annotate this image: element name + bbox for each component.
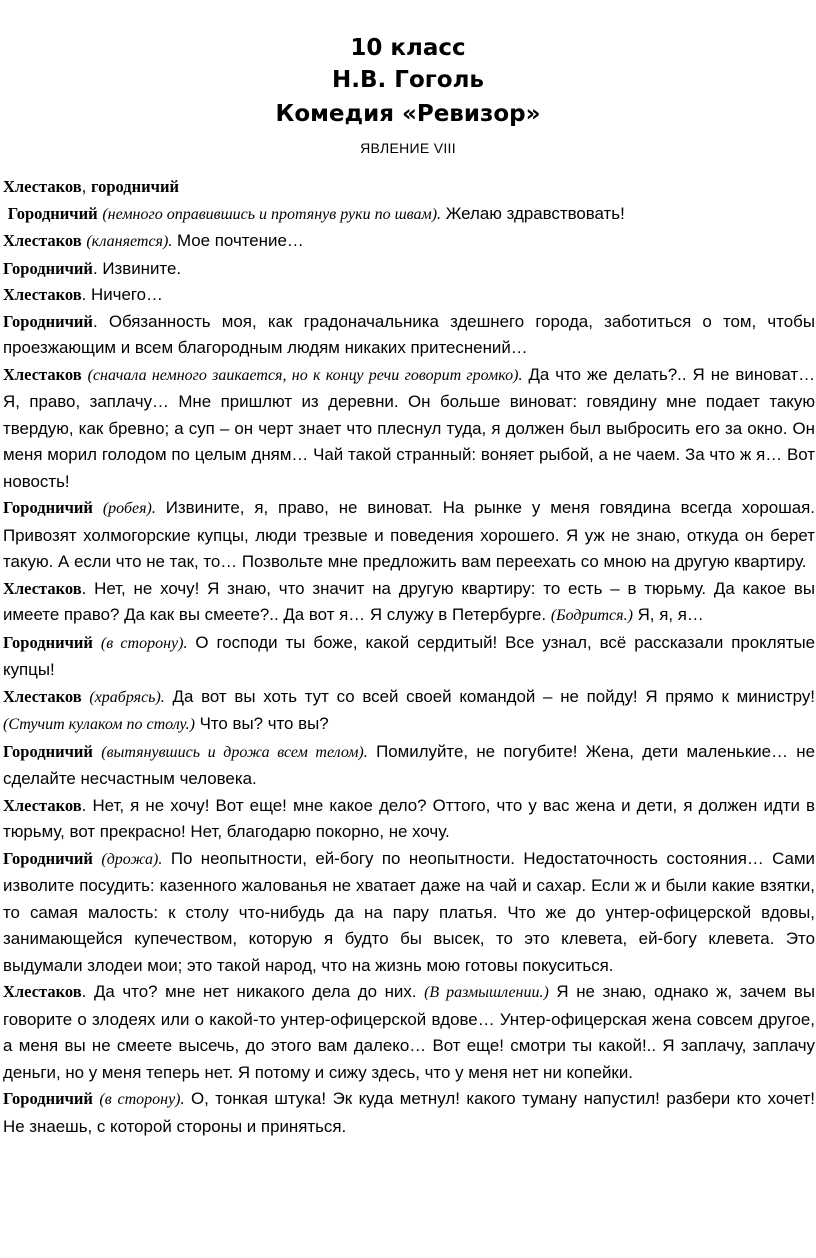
dialogue-line [3, 201, 815, 229]
stage-direction: (в сторону). [100, 634, 188, 652]
stage-direction: (Бодрится.) [550, 607, 633, 624]
cast-separator: , [81, 177, 92, 196]
dialogue-line [3, 684, 815, 739]
speaker-name: Хлестаков [3, 982, 82, 1001]
dialogue-text: Обязанность моя, как градоначальника здешнего города, заботиться о том, чтобы проезжающим и всем благородным людям никаких притеснений… [3, 311, 815, 357]
title-heading: Комедия «Ревизор» [275, 101, 541, 127]
speaker-name: Городничий [3, 632, 93, 652]
stage-direction: (В размышлении.) [424, 984, 549, 1001]
dialogue-text: Извините, я, право, не виноват. На рынке у меня говядина всегда хорошая. Привозят холмогорские купцы, люди трезвые и поведения хорошего. Я уж не знаю, откуда он берет такую. А если что не так, то… Позвольте мне предложить вам переехать со мною на другую квартиру. [3, 498, 815, 571]
speaker-name: Городничий [3, 848, 93, 868]
speaker-separator: . [81, 795, 87, 815]
cast-line [3, 174, 815, 201]
speaker-name: Городничий [3, 498, 93, 517]
dialogue-text: Нет, я не хочу! Вот еще! мне какое дело? Оттого, что у вас жена и дети, я должен идти в тюрьму, вот прекрасно! Нет, благодарю покорно, не хочу. [3, 795, 815, 841]
dialogue-text: Я не знаю, однако ж, зачем вы говорите о злодеях или о какой-то унтер-офицерской вдове… Унтер-офицерская жена совсем другое, а меня вы не смеете высечь, до этого вам далеко… Вот еще! смотри ты какой!.. Я заплачу, заплачу деньги, но у меня теперь нет. Я потому и сижу здесь, что у меня нет ни копейки. [3, 982, 816, 1082]
dialogue-text: Мое почтение… [177, 231, 304, 250]
dialogue-text: О, тонкая штука! Эк куда метнул! какого туману напустил! разбери кто хочет! Не знаешь, с которой стороны и приняться. [3, 1089, 815, 1136]
speaker-separator: . [81, 982, 87, 1001]
speaker-separator: . [81, 285, 87, 304]
speaker-name: Городничий [7, 203, 98, 223]
dialogue-text: По неопытности, ей-богу по неопытности. Недостаточность состояния… Сами изволите посудить: казенного жалованья не хватает даже на чай и сахар. Если ж и были какие взятки, то самая малость: к столу что-нибудь да на пару платья. Что же до унтер-офицерской вдовы, занимающейся купечеством, которую я будто бы высек, то это клевета, ей-богу клевета. Это выдумали злодеи мои; это такой народ, что на жизнь мою готовы покуситься. [3, 848, 815, 975]
stage-direction: (немного оправившись и протянув руки по швам). [102, 205, 442, 223]
cast-character-b: городничий [91, 177, 179, 196]
dialogue-text: Желаю здравствовать! [445, 203, 625, 223]
scene-heading: ЯВЛЕНИЕ VIII [360, 140, 456, 156]
stage-direction: (храбрясь). [89, 688, 165, 706]
speaker-name: Городничий [3, 1089, 93, 1108]
dialogue-line [3, 793, 815, 846]
dialogue-text: Извините. [102, 258, 182, 278]
stage-direction: (сначала немного заикается, но к концу речи говорит громко). [87, 366, 523, 384]
dialogue-text: Да что же делать?.. Я не виноват… Я, право, заплачу… Мне пришлют из деревни. Он больше виноват: говядину мне подает такую твердую, как бревно; а суп – он черт знает что плеснул туда, я должен был выбросить его за окно. Он меня морил голодом по целым дням… Чай такой странный: воняет рыбой, а не чаем. За что ж я… Вот новость! [3, 364, 815, 491]
speaker-separator: . [92, 311, 98, 331]
speaker-name: Городничий [3, 311, 93, 331]
speaker-name: Хлестаков [3, 364, 82, 384]
dialogue-text: Что вы? что вы? [199, 714, 329, 733]
stage-direction: (в сторону). [99, 1091, 185, 1108]
dialogue-text: Нет, не хочу! Я знаю, что значит на другую квартиру: то есть – в тюрьму. Да какое вы имеете право? Да как вы смеете?.. Да вот я… Я служу в Петербурге. [3, 578, 815, 624]
stage-direction: (кланяется). [86, 233, 173, 250]
speaker-name: Хлестаков [3, 686, 82, 706]
play-text [3, 174, 815, 1140]
speaker-name: Городничий [3, 258, 93, 278]
stage-direction: (дрожа). [101, 850, 163, 868]
dialogue-text: О господи ты боже, какой сердитый! Все узнал, всё рассказали проклятые купцы! [3, 632, 815, 679]
author-heading: Н.В. Гоголь [332, 67, 484, 93]
stage-direction: (Стучит кулаком по столу.) [3, 716, 195, 733]
dialogue-line [3, 846, 815, 980]
dialogue-line [3, 1086, 815, 1140]
dialogue-line [3, 228, 815, 256]
dialogue-text: Ничего… [91, 285, 163, 304]
dialogue-text: Помилуйте, не погубите! Жена, дети маленькие… не сделайте несчастным человека. [3, 741, 815, 788]
speaker-name: Хлестаков [3, 285, 82, 304]
speaker-name: Хлестаков [3, 578, 82, 598]
speaker-separator: . [92, 258, 98, 278]
speaker-separator: . [81, 578, 87, 598]
dialogue-line [3, 282, 815, 309]
dialogue-line [3, 495, 815, 576]
stage-direction: (робея). [102, 500, 156, 517]
dialogue-text: Да вот вы хоть тут со всей своей командой – не пойду! Я прямо к министру! [172, 686, 815, 706]
grade-heading: 10 класс [350, 35, 466, 61]
dialogue-text: Да что? мне нет никакого дела до них. [93, 982, 417, 1001]
speaker-name: Хлестаков [3, 231, 82, 250]
dialogue-line [3, 979, 815, 1086]
dialogue-line [3, 362, 815, 496]
dialogue-line [3, 630, 815, 684]
cast-character-a: Хлестаков [3, 177, 82, 196]
dialogue-line [3, 256, 815, 283]
dialogue-line [3, 739, 815, 793]
dialogue-line [3, 309, 815, 362]
stage-direction: (вытянувшись и дрожа всем телом). [101, 743, 368, 761]
dialogue-text: Я, я, я… [637, 605, 704, 624]
speaker-name: Городничий [3, 741, 93, 761]
speaker-name: Хлестаков [3, 795, 82, 815]
dialogue-line [3, 576, 815, 630]
